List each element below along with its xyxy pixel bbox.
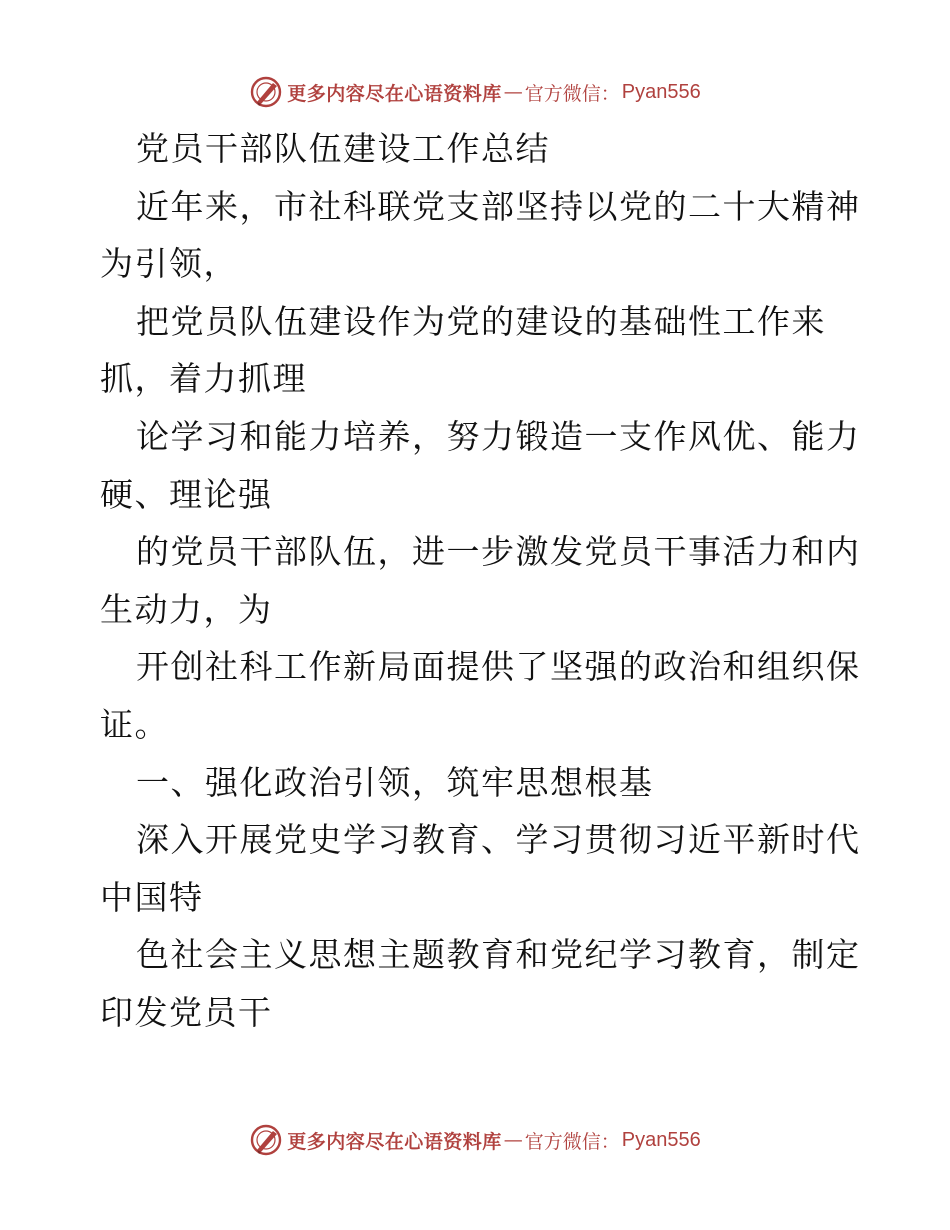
doc-line: 中国特 bbox=[100, 877, 204, 917]
pen-logo-icon bbox=[249, 75, 283, 109]
watermark-separator: — bbox=[503, 1129, 523, 1151]
doc-line: 印发党员干 bbox=[100, 992, 273, 1032]
watermark-wechat-id: Pyan556 bbox=[621, 1128, 701, 1151]
doc-line: 抓，着力抓理 bbox=[100, 359, 307, 399]
pen-logo-icon bbox=[249, 1123, 283, 1157]
doc-line: 硬、理论强 bbox=[100, 474, 273, 514]
watermark-site-text: 更多内容尽在心语资料库 bbox=[287, 82, 502, 105]
watermark-wechat-id: Pyan556 bbox=[621, 80, 701, 103]
doc-line: 色社会主义思想主题教育和党纪学习教育，制定 bbox=[136, 935, 861, 975]
doc-line: 为引领， bbox=[100, 244, 238, 284]
doc-line: 的党员干部队伍，进一步激发党员干事活力和内 bbox=[136, 532, 861, 572]
section-heading: 一、强化政治引领，筑牢思想根基 bbox=[136, 762, 654, 802]
doc-line: 论学习和能力培养，努力锻造一支作风优、能力 bbox=[136, 416, 861, 456]
doc-line: 生动力，为 bbox=[100, 589, 273, 629]
watermark-site-text: 更多内容尽在心语资料库 bbox=[287, 1130, 502, 1153]
doc-title: 党员干部队伍建设工作总结 bbox=[136, 129, 550, 168]
watermark-wechat-label: 官方微信： bbox=[524, 1130, 620, 1153]
doc-line: 证。 bbox=[100, 704, 169, 744]
doc-line: 把党员队伍建设作为党的建设的基础性工作来 bbox=[136, 301, 826, 341]
doc-line: 开创社科工作新局面提供了坚强的政治和组织保 bbox=[136, 647, 861, 687]
watermark-header bbox=[0, 72, 950, 112]
watermark-separator: — bbox=[503, 81, 523, 103]
document-body bbox=[100, 120, 860, 1042]
doc-line: 深入开展党史学习教育、学习贯彻习近平新时代 bbox=[136, 820, 861, 860]
watermark-footer bbox=[0, 1120, 950, 1160]
watermark-wechat-label: 官方微信： bbox=[524, 82, 620, 105]
doc-line: 近年来，市社科联党支部坚持以党的二十大精神 bbox=[136, 186, 861, 226]
